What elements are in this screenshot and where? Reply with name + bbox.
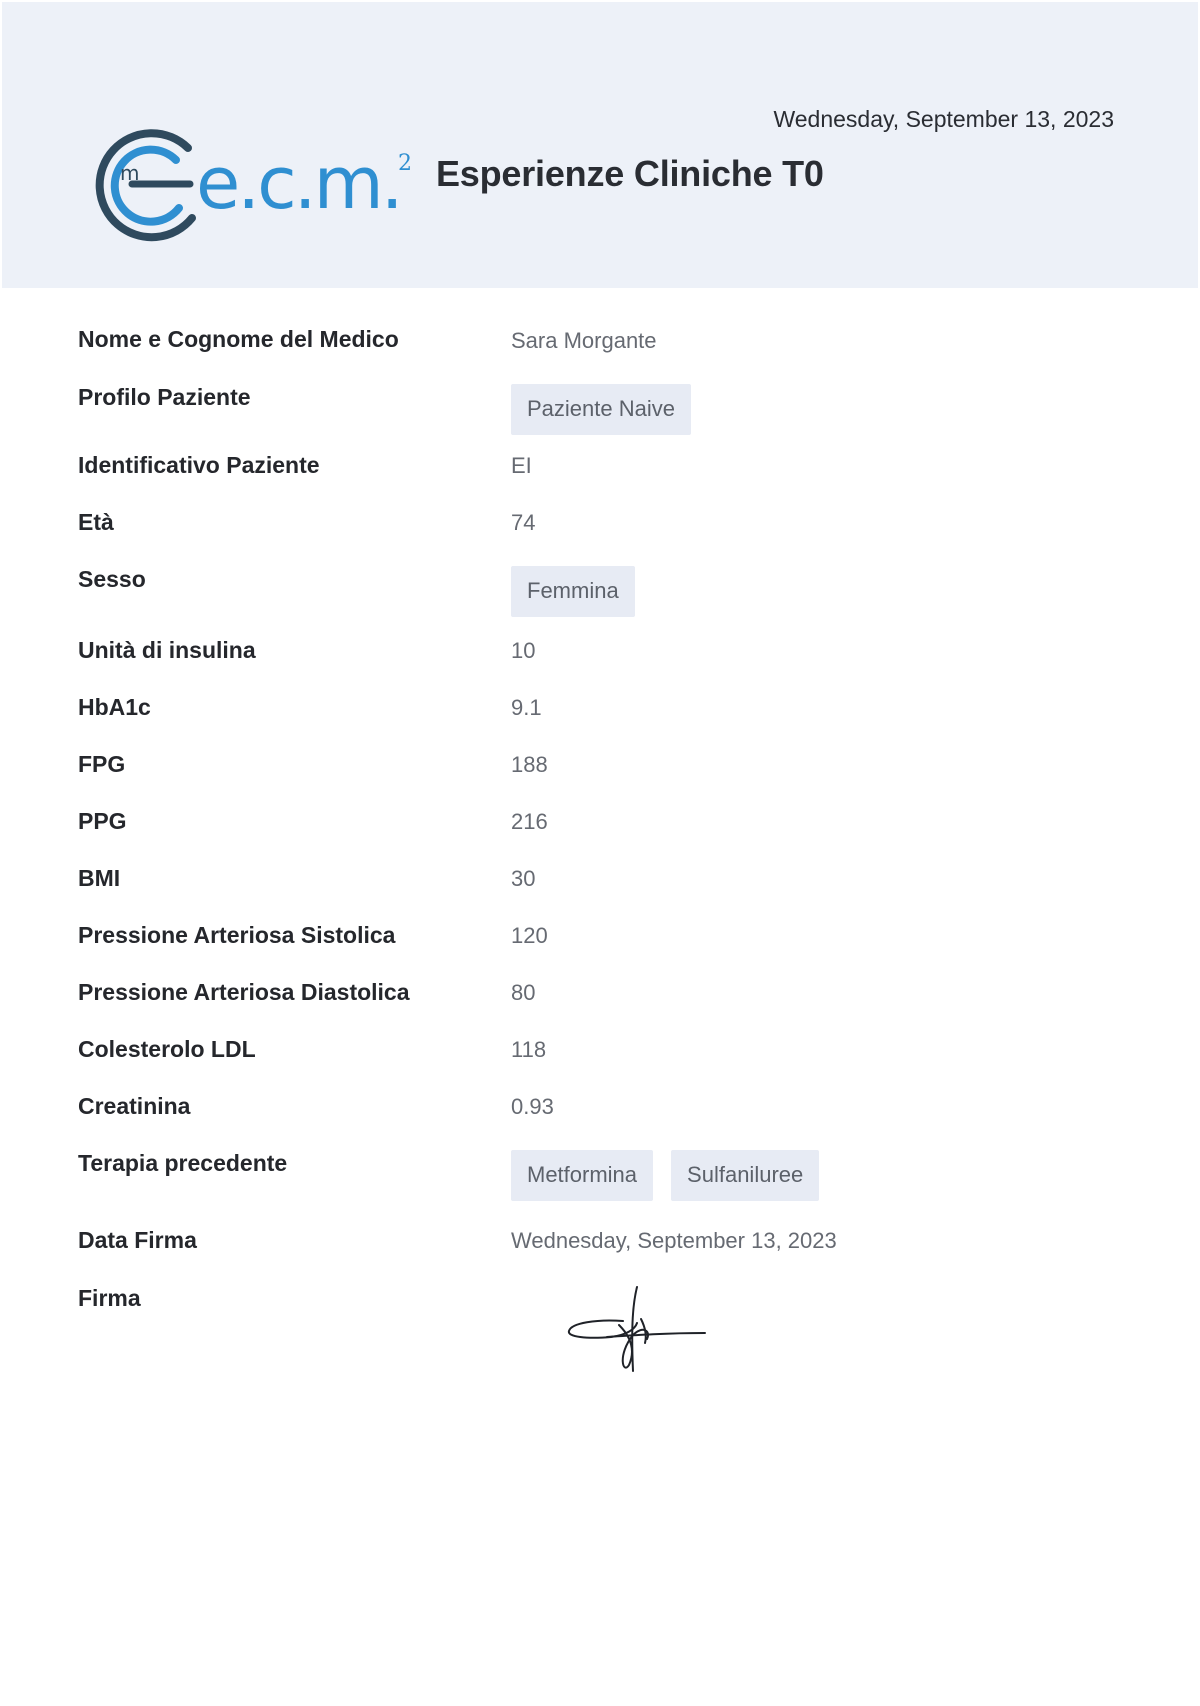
label-profilo: Profilo Paziente — [78, 384, 251, 410]
label-data-firma: Data Firma — [78, 1227, 197, 1253]
label-bmi: BMI — [78, 865, 121, 891]
label-hba1c: HbA1c — [78, 694, 151, 720]
value-bmi: 30 — [511, 866, 536, 891]
value-identificativo: EI — [511, 453, 532, 478]
label-sistolica: Pressione Arteriosa Sistolica — [78, 922, 396, 948]
label-firma: Firma — [78, 1285, 141, 1311]
chip-sulfaniluree: Sulfaniluree — [671, 1150, 819, 1201]
chips-profilo — [511, 384, 691, 435]
chips-terapia — [511, 1150, 819, 1201]
page-title: Esperienze Cliniche T0 — [436, 153, 824, 194]
value-medico: Sara Morgante — [511, 328, 657, 353]
value-sistolica: 120 — [511, 923, 548, 948]
chip-paziente-naive: Paziente Naive — [511, 384, 691, 435]
label-insulina: Unità di insulina — [78, 637, 256, 663]
label-eta: Età — [78, 509, 114, 535]
header — [2, 2, 1198, 288]
label-creatinina: Creatinina — [78, 1093, 191, 1119]
svg-text:2: 2 — [398, 151, 412, 176]
chips-sesso — [511, 566, 635, 617]
label-sesso: Sesso — [78, 566, 146, 592]
value-fpg: 188 — [511, 752, 548, 777]
value-ppg: 216 — [511, 809, 548, 834]
svg-text:m: m — [120, 161, 140, 185]
svg-text:e.c.m.: e.c.m. — [196, 141, 401, 225]
value-eta: 74 — [511, 510, 536, 535]
label-diastolica: Pressione Arteriosa Diastolica — [78, 979, 410, 1005]
label-fpg: FPG — [78, 751, 126, 777]
value-hba1c: 9.1 — [511, 695, 542, 720]
value-creatinina: 0.93 — [511, 1094, 554, 1119]
value-insulina: 10 — [511, 638, 536, 663]
chip-metformina: Metformina — [511, 1150, 653, 1201]
ecm-logo — [80, 126, 432, 244]
ecm-logo-icon — [80, 126, 432, 244]
value-diastolica: 80 — [511, 980, 536, 1005]
label-terapia: Terapia precedente — [78, 1150, 288, 1176]
label-ldl: Colesterolo LDL — [78, 1036, 256, 1062]
chip-femmina: Femmina — [511, 566, 635, 617]
value-data-firma: Wednesday, September 13, 2023 — [511, 1228, 837, 1253]
label-identificativo: Identificativo Paziente — [78, 452, 320, 478]
signature-icon — [567, 1285, 707, 1373]
value-ldl: 118 — [511, 1037, 547, 1062]
label-ppg: PPG — [78, 808, 127, 834]
header-date: Wednesday, September 13, 2023 — [773, 106, 1114, 132]
label-medico: Nome e Cognome del Medico — [78, 326, 399, 352]
